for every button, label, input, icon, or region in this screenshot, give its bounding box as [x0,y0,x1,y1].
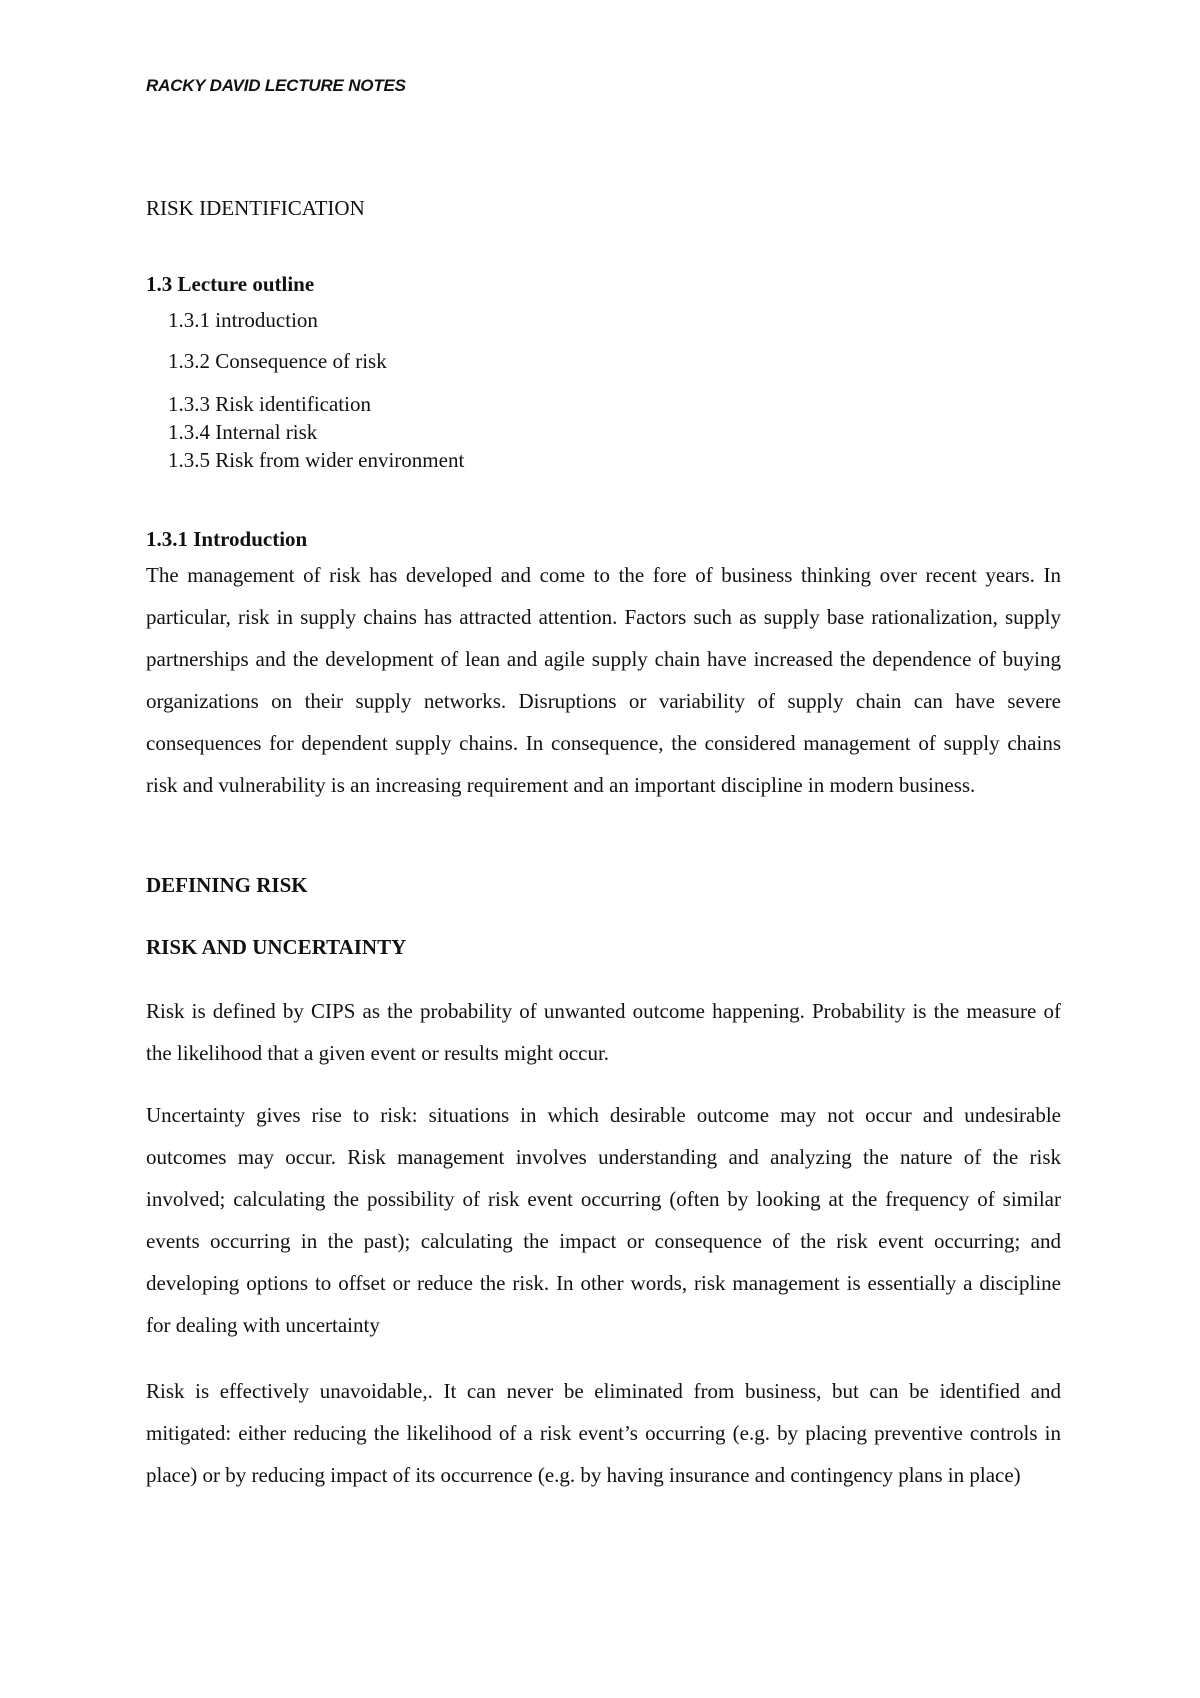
defining-risk-heading: DEFINING RISK [146,873,308,897]
outline-item: 1.3.3 Risk identification [168,392,371,416]
introduction-paragraph: The management of risk has developed and come to the fore of business thinking over recent years. In particular, risk in supply chains has attracted attention. Factors such as supply base rationalization, supply partnerships and the development of lean and agile supply chain have increased the dependence of buying organizations on their supply networks. Disruptions or variability of supply chain can have severe consequences for dependent supply chains. In consequence, the considered management of supply chains risk and vulnerability is an increasing requirement and an important discipline in modern business. [146,563,1061,797]
document-title: RISK IDENTIFICATION [146,196,365,220]
running-header: RACKY DAVID LECTURE NOTES [146,76,406,95]
outline-item: 1.3.4 Internal risk [168,420,318,444]
risk-and-uncertainty-heading: RISK AND UNCERTAINTY [146,935,407,959]
risk-unavoidable-paragraph: Risk is effectively unavoidable,. It can never be eliminated from business, but can be identified and mitigated: either reducing the likelihood of a risk event’s occurring (e.g. by placing preventive controls in place) or by reducing impact of its occurrence (e.g. by having insurance and contingency plans in place) [146,1379,1061,1487]
outline-item: 1.3.5 Risk from wider environment [168,448,465,472]
outline-item: 1.3.1 introduction [168,308,318,332]
outline-heading: 1.3 Lecture outline [146,272,315,296]
uncertainty-paragraph: Uncertainty gives rise to risk: situations in which desirable outcome may not occur and undesirable outcomes may occur. Risk management involves understanding and analyzing the nature of the risk involved; calculating the possibility of risk event occurring (often by looking at the frequency of similar events occurring in the past); calculating the impact or consequence of the risk event occurring; and developing options to offset or reduce the risk. In other words, risk management is essentially a discipline for dealing with uncertainty [146,1103,1061,1337]
outline-item: 1.3.2 Consequence of risk [168,349,387,373]
introduction-heading: 1.3.1 Introduction [146,527,308,551]
risk-definition-paragraph: Risk is defined by CIPS as the probability of unwanted outcome happening. Probability is the measure of the likelihood that a given event or results might occur. [146,999,1061,1065]
